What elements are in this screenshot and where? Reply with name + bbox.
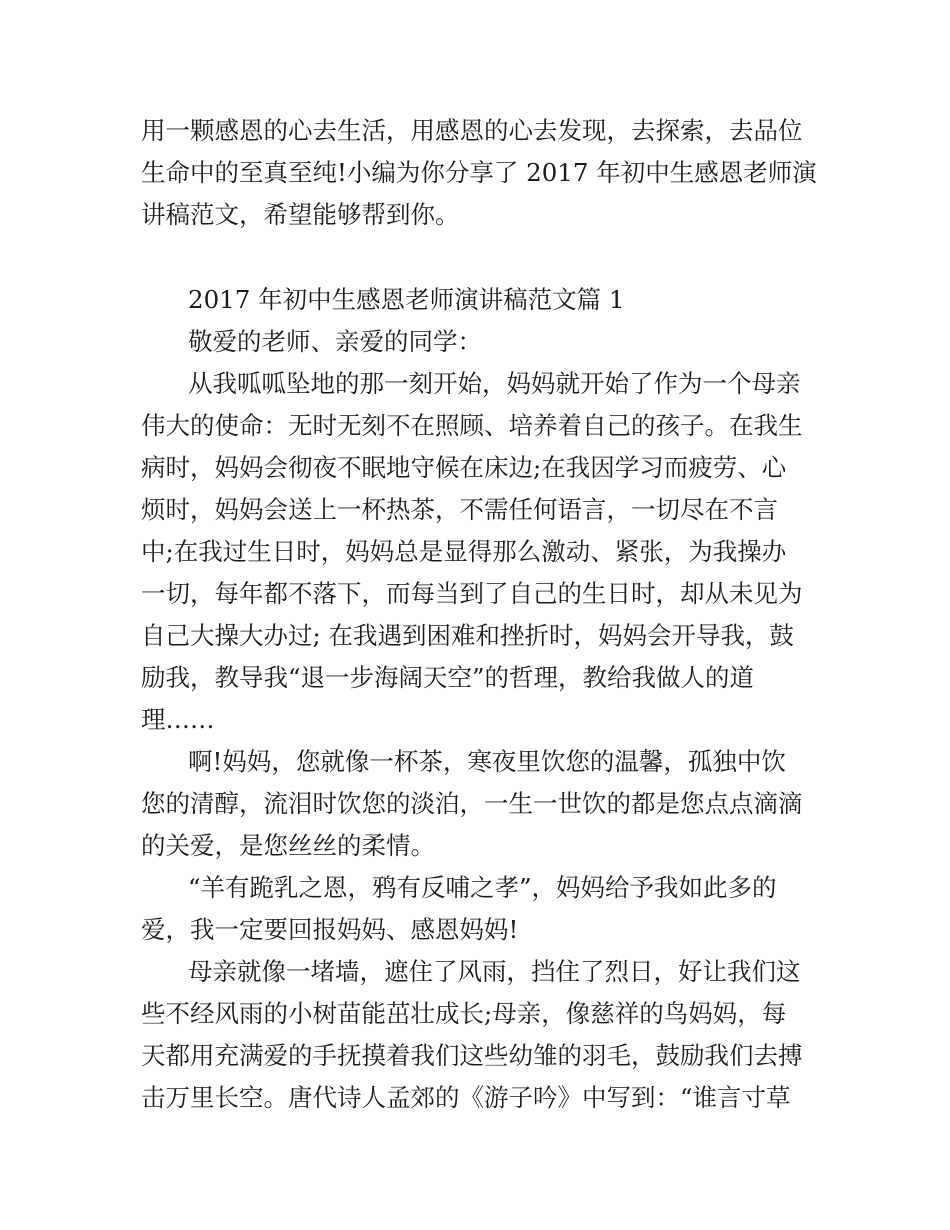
paragraph-line: 从我呱呱坠地的那一刻开始，妈妈就开始了作为一个母亲 bbox=[188, 369, 801, 398]
intro-line: 讲稿范文，希望能够帮到你。 bbox=[141, 200, 460, 229]
paragraph-line: 病时，妈妈会彻夜不眠地守候在床边;在我因学习而疲劳、心 bbox=[141, 453, 787, 482]
paragraph-line: 一切，每年都不落下，而每当到了自己的生日时，却从未见为 bbox=[141, 579, 803, 608]
salutation: 敬爱的老师、亲爱的同学： bbox=[188, 327, 482, 356]
intro-line: 生命中的至真至纯!小编为你分享了 2017 年初中生感恩老师演 bbox=[141, 158, 817, 187]
paragraph-line: 的关爱，是您丝丝的柔情。 bbox=[141, 831, 435, 860]
paragraph-line: 爱，我一定要回报妈妈、感恩妈妈! bbox=[141, 915, 519, 944]
paragraph-line: 自己大操大办过; 在我遇到困难和挫折时，妈妈会开导我，鼓 bbox=[141, 621, 795, 650]
paragraph-line: 些不经风雨的小树苗能茁壮成长;母亲，像慈祥的鸟妈妈，每 bbox=[141, 999, 787, 1028]
paragraph-line: 母亲就像一堵墙，遮住了风雨，挡住了烈日，好让我们这 bbox=[188, 957, 801, 986]
paragraph-line: 中;在我过生日时，妈妈总是显得那么激动、紧张，为我操办 bbox=[141, 537, 787, 566]
paragraph-line: 天都用充满爱的手抚摸着我们这些幼雏的羽毛，鼓励我们去搏 bbox=[141, 1041, 803, 1070]
intro-line: 用一颗感恩的心去生活，用感恩的心去发现，去探索，去品位 bbox=[141, 116, 803, 145]
section-title: 2017 年初中生感恩老师演讲稿范文篇 1 bbox=[188, 285, 625, 314]
paragraph-line: “羊有跪乳之恩，鸦有反哺之孝”，妈妈给予我如此多的 bbox=[188, 873, 777, 902]
paragraph-line: 理…… bbox=[141, 705, 215, 734]
paragraph-line: 您的清醇，流泪时饮您的淡泊，一生一世饮的都是您点点滴滴 bbox=[141, 789, 803, 818]
paragraph-line: 啊!妈妈，您就像一杯茶，寒夜里饮您的温馨，孤独中饮 bbox=[188, 747, 786, 776]
paragraph-line: 烦时，妈妈会送上一杯热茶，不需任何语言，一切尽在不言 bbox=[141, 495, 778, 524]
paragraph-line: 伟大的使命：无时无刻不在照顾、培养着自己的孩子。在我生 bbox=[141, 411, 803, 440]
paragraph-line: 击万里长空。唐代诗人孟郊的《游子吟》中写到：“谁言寸草 bbox=[141, 1083, 791, 1112]
paragraph-line: 励我，教导我“退一步海阔天空”的哲理，教给我做人的道 bbox=[141, 663, 755, 692]
